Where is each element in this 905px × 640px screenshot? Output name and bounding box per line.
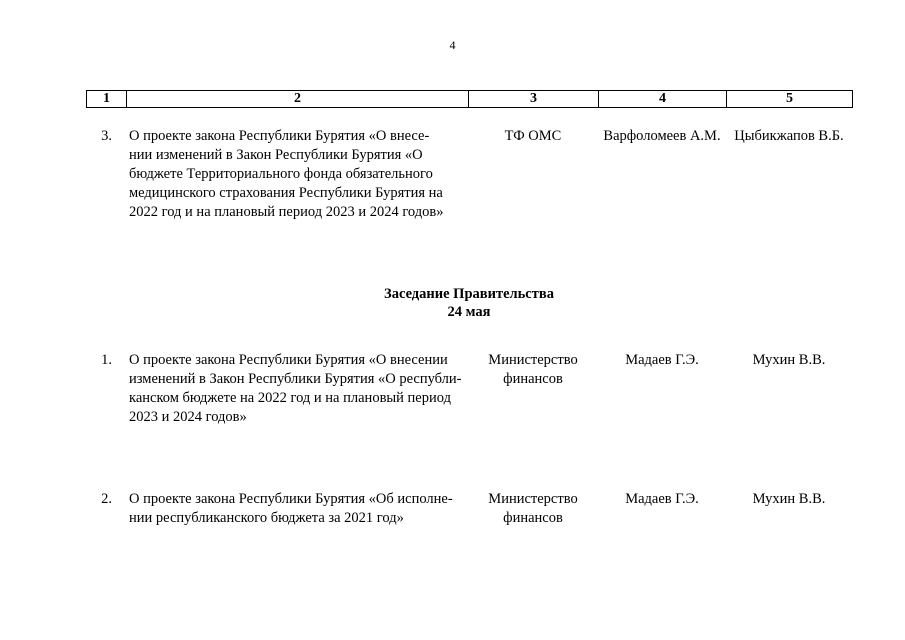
item-responsible-2: Цыбикжапов В.Б. [734,128,844,144]
item-title-line: изменений в Закон Республики Бурятия «О республи- [129,371,462,387]
item-title-line: нии республиканского бюджета за 2021 год» [129,510,404,526]
item-number: 3. [101,128,112,144]
section-heading-date: 24 мая [447,304,491,320]
item-responsible-2: Мухин В.В. [752,491,826,507]
page-number: 4 [449,38,456,52]
item-title-line: нии изменений в Закон Республики Бурятия «О [129,147,423,163]
item-title-line: канском бюджете на 2022 год и на плановый период [129,390,451,406]
column-header-5: 5 [727,91,853,108]
item-responsible-1: Мадаев Г.Э. [625,352,699,368]
item-organization-line: финансов [503,510,563,526]
item-title [129,351,465,427]
item-responsible-1: Мадаев Г.Э. [625,491,699,507]
column-header-4: 4 [599,91,727,108]
item-organization-line: финансов [503,371,563,387]
column-header-table [86,90,853,108]
item-organization-line: Министерство [488,491,578,507]
section-heading [0,285,905,321]
item-title-line: медицинского страхования Республики Бурятия на [129,185,443,201]
item-title-line: О проекте закона Республики Бурятия «О внесении [129,352,448,368]
item-number: 2. [101,491,112,507]
item-responsible-1: Варфоломеев А.М. [603,128,721,144]
item-organization-line: Министерство [488,352,578,368]
item-title-line: 2023 и 2024 годов» [129,409,247,425]
item-title [129,490,465,528]
column-header-3: 3 [469,91,599,108]
column-header-1: 1 [87,91,127,108]
item-organization [468,490,598,528]
item-organization: ТФ ОМС [504,128,562,144]
header-row [87,91,853,108]
section-heading-title: Заседание Правительства [384,286,554,302]
item-title-line: О проекте закона Республики Бурятия «Об исполне- [129,491,453,507]
item-title-line: О проекте закона Республики Бурятия «О внесе- [129,128,430,144]
item-title-line: 2022 год и на плановый период 2023 и 2024 годов» [129,204,444,220]
item-responsible-2: Мухин В.В. [752,352,826,368]
item-title [129,127,465,222]
column-header-2: 2 [127,91,469,108]
item-organization [468,351,598,389]
item-title-line: бюджете Территориального фонда обязательного [129,166,433,182]
item-number: 1. [101,352,112,368]
